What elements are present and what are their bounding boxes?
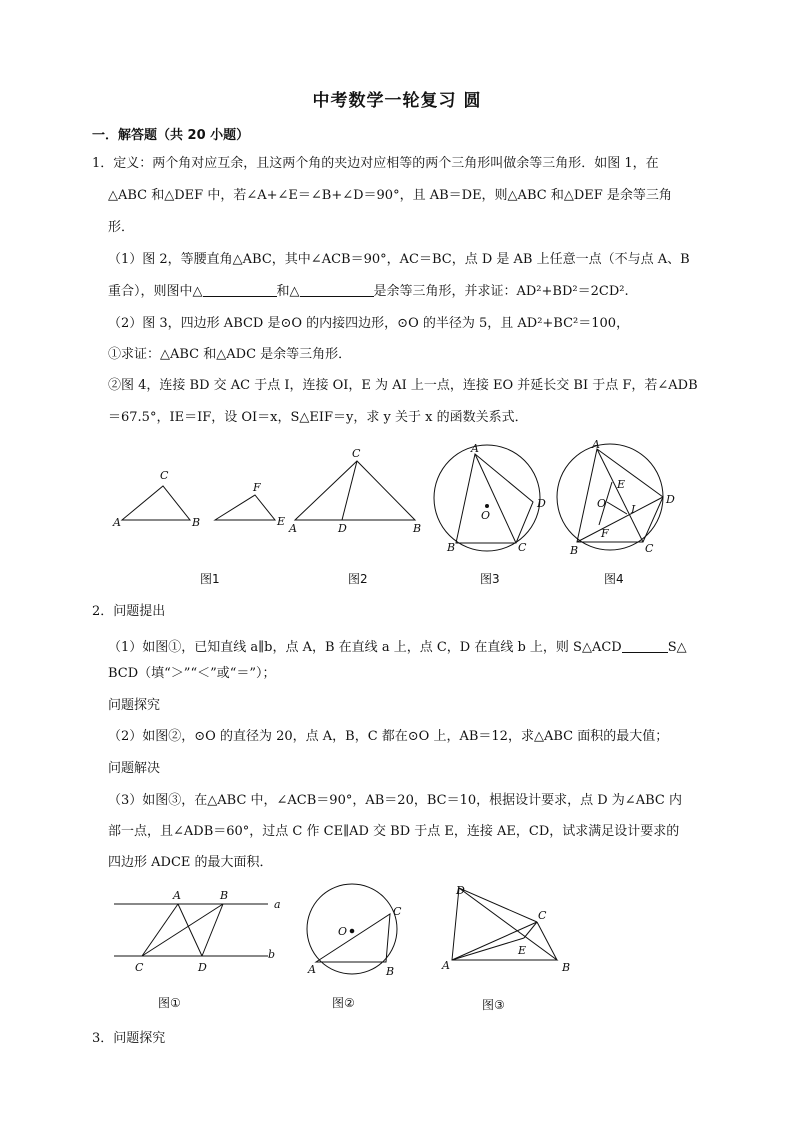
q1-part2-i: ①求证：△ABC 和△ADC 是余等三角形．: [108, 347, 352, 362]
q3-heading: 3．问题探究: [92, 1031, 166, 1046]
f4-label-e: E: [617, 478, 626, 491]
f3-label-c: C: [518, 541, 527, 554]
q2-part3-line-1: （3）如图③，在△ABC 中，∠ACB＝90°，AB＝20，BC＝10，根据设计要求，点 D 为∠ABC 内: [108, 793, 682, 808]
q2-part3-line-2: 部一点，且∠ADB＝60°，过点 C 作 CE∥AD 交 BD 于点 E，连接 AE，CD，试求满足设计要求的: [108, 824, 680, 839]
f4-label-d: D: [666, 493, 675, 506]
g3-label-c: C: [538, 909, 547, 922]
q1-line-2: △ABC 和△DEF 中，若∠A+∠E＝∠B+∠D＝90°，且 AB＝DE，则△ABC 和△DEF 是余等三角: [108, 188, 672, 203]
f2-label-a: A: [289, 522, 297, 535]
f1-label-e: E: [277, 515, 286, 528]
figure-1: [110, 465, 205, 530]
g1-label-a: A: [173, 889, 181, 902]
figure-circled-1: [110, 885, 290, 975]
q2-solve-heading: 问题解决: [108, 761, 161, 776]
f3-label-d: D: [537, 497, 546, 510]
q1-part1-line-1: （1）图 2，等腰直角△ABC，其中∠ACB＝90°，AC＝BC，点 D 是 AB 上任意一点（不与点 A、B: [108, 252, 690, 267]
q2-part1-line-2: BCD（填“＞”“＜”或“＝”）；: [108, 666, 276, 681]
q2-heading: 2．问题提出: [92, 604, 166, 619]
q2-part2-line: （2）如图②，⊙O 的直径为 20，点 A，B，C 都在⊙O 上，AB＝12，求△ABC 面积的最大值；: [108, 729, 669, 744]
f2-label-b: B: [413, 522, 422, 535]
f4-label-i: I: [631, 503, 636, 516]
f4-label-b: B: [570, 544, 579, 557]
segment-ac-g1: [142, 904, 178, 956]
q2-part1-line-1: [108, 638, 687, 658]
q2-explore-heading: 问题探究: [108, 698, 161, 713]
g2-label-c: C: [393, 905, 402, 918]
segment-cd: [342, 461, 357, 520]
g1-label-c: C: [135, 961, 144, 974]
q1-line-1: 1．定义：两个角对应互余，且这两个角的夹边对应相等的两个三角形叫做余等三角形．如图 1，在: [92, 156, 659, 171]
caption-fig-circled-3: 图③: [482, 998, 505, 1012]
caption-fig2: 图2: [348, 572, 368, 586]
g1-label-line-a: a: [274, 898, 281, 911]
f1-label-b: B: [192, 516, 201, 529]
figure-circled-2: [300, 880, 415, 980]
figure-circled-3: [438, 880, 578, 980]
g3-label-e: E: [518, 944, 527, 957]
q1-part1-suffix: 是余等三角形，并求证：AD²+BD²＝2CD².: [373, 284, 629, 299]
g3-label-a: A: [442, 959, 450, 972]
section-heading: 一．解答题（共 20 小题）: [92, 128, 250, 143]
caption-fig-circled-2: 图②: [332, 996, 355, 1010]
segment-ae: [452, 938, 527, 960]
f1-label-a: A: [113, 516, 121, 529]
f3-label-o: O: [481, 509, 491, 522]
caption-fig1: 图1: [200, 572, 220, 586]
segment-ac: [475, 454, 516, 543]
segment-bc-g1: [142, 904, 223, 956]
segment-cb: [537, 922, 557, 960]
g1-label-line-b: b: [268, 948, 276, 961]
f4-label-c: C: [645, 542, 654, 555]
answer-blank-2[interactable]: [300, 282, 374, 297]
g3-label-b: B: [562, 961, 571, 974]
triangle-abc: [122, 486, 190, 520]
g3-label-d: D: [456, 884, 465, 897]
caption-fig4: 图4: [604, 572, 624, 586]
triangle-def: [215, 495, 275, 520]
figure-4: [555, 437, 685, 557]
q1-part1-line-2: [108, 282, 629, 302]
f1-label-f: F: [253, 481, 261, 494]
caption-fig-circled-1: 图①: [158, 996, 181, 1010]
q2-part1-prefix: （1）如图①，已知直线 a∥b，点 A，B 在直线 a 上，点 C，D 在直线 b 上，则 S△ACD: [108, 640, 622, 655]
answer-blank-1[interactable]: [203, 282, 277, 297]
f4-label-f: F: [601, 527, 609, 540]
f2-label-d: D: [338, 522, 347, 535]
f3-label-a: A: [471, 442, 479, 455]
center-point-g2: [350, 929, 354, 933]
g1-label-b: B: [220, 889, 229, 902]
f1-label-c: C: [160, 469, 169, 482]
q2-part3-line-3: 四边形 ADCE 的最大面积．: [108, 855, 273, 870]
figure-2: [285, 445, 425, 540]
f2-label-c: C: [352, 447, 361, 460]
segment-bd-4: [577, 497, 663, 542]
f3-label-b: B: [447, 541, 456, 554]
center-point: [486, 505, 489, 508]
q1-part1-prefix: 重合），则图中△: [108, 284, 203, 299]
page-title: 中考数学一轮复习 圆: [312, 91, 482, 111]
g2-label-b: B: [386, 965, 395, 978]
triangle-abc-g2: [316, 914, 390, 962]
q1-part2-ii-line-1: ②图 4，连接 BD 交 AC 于点 I，连接 OI，E 为 AI 上一点，连接 EO 并延长交 BI 于点 F，若∠ADB: [108, 378, 698, 393]
f4-label-a: A: [592, 438, 600, 451]
triangle-dab: [452, 888, 557, 960]
g2-label-a: A: [308, 963, 316, 976]
segment-bd-g1: [202, 904, 223, 956]
q1-part2-ii-line-2: ＝67.5°，IE＝IF，设 OI＝x，S△EIF＝y，求 y 关于 x 的函数关系式．: [108, 410, 528, 425]
figure-3: [430, 440, 550, 560]
f4-label-o: O: [597, 497, 607, 510]
g1-label-d: D: [198, 961, 207, 974]
figure-1-def: [205, 475, 295, 530]
q1-line-3: 形．: [108, 220, 135, 235]
answer-blank-3[interactable]: [622, 638, 668, 653]
q1-part1-mid: 和△: [276, 284, 300, 299]
circle-o-4: [557, 444, 663, 550]
g2-label-o: O: [338, 925, 348, 938]
caption-fig3: 图3: [480, 572, 500, 586]
q2-part1-suffix: S△: [667, 640, 687, 655]
circle-o: [434, 445, 540, 551]
quad-abcd: [456, 454, 533, 543]
q1-part2-line: （2）图 3，四边形 ABCD 是⊙O 的内接四边形，⊙O 的半径为 5，且 AD²+BC²＝100，: [108, 316, 630, 331]
